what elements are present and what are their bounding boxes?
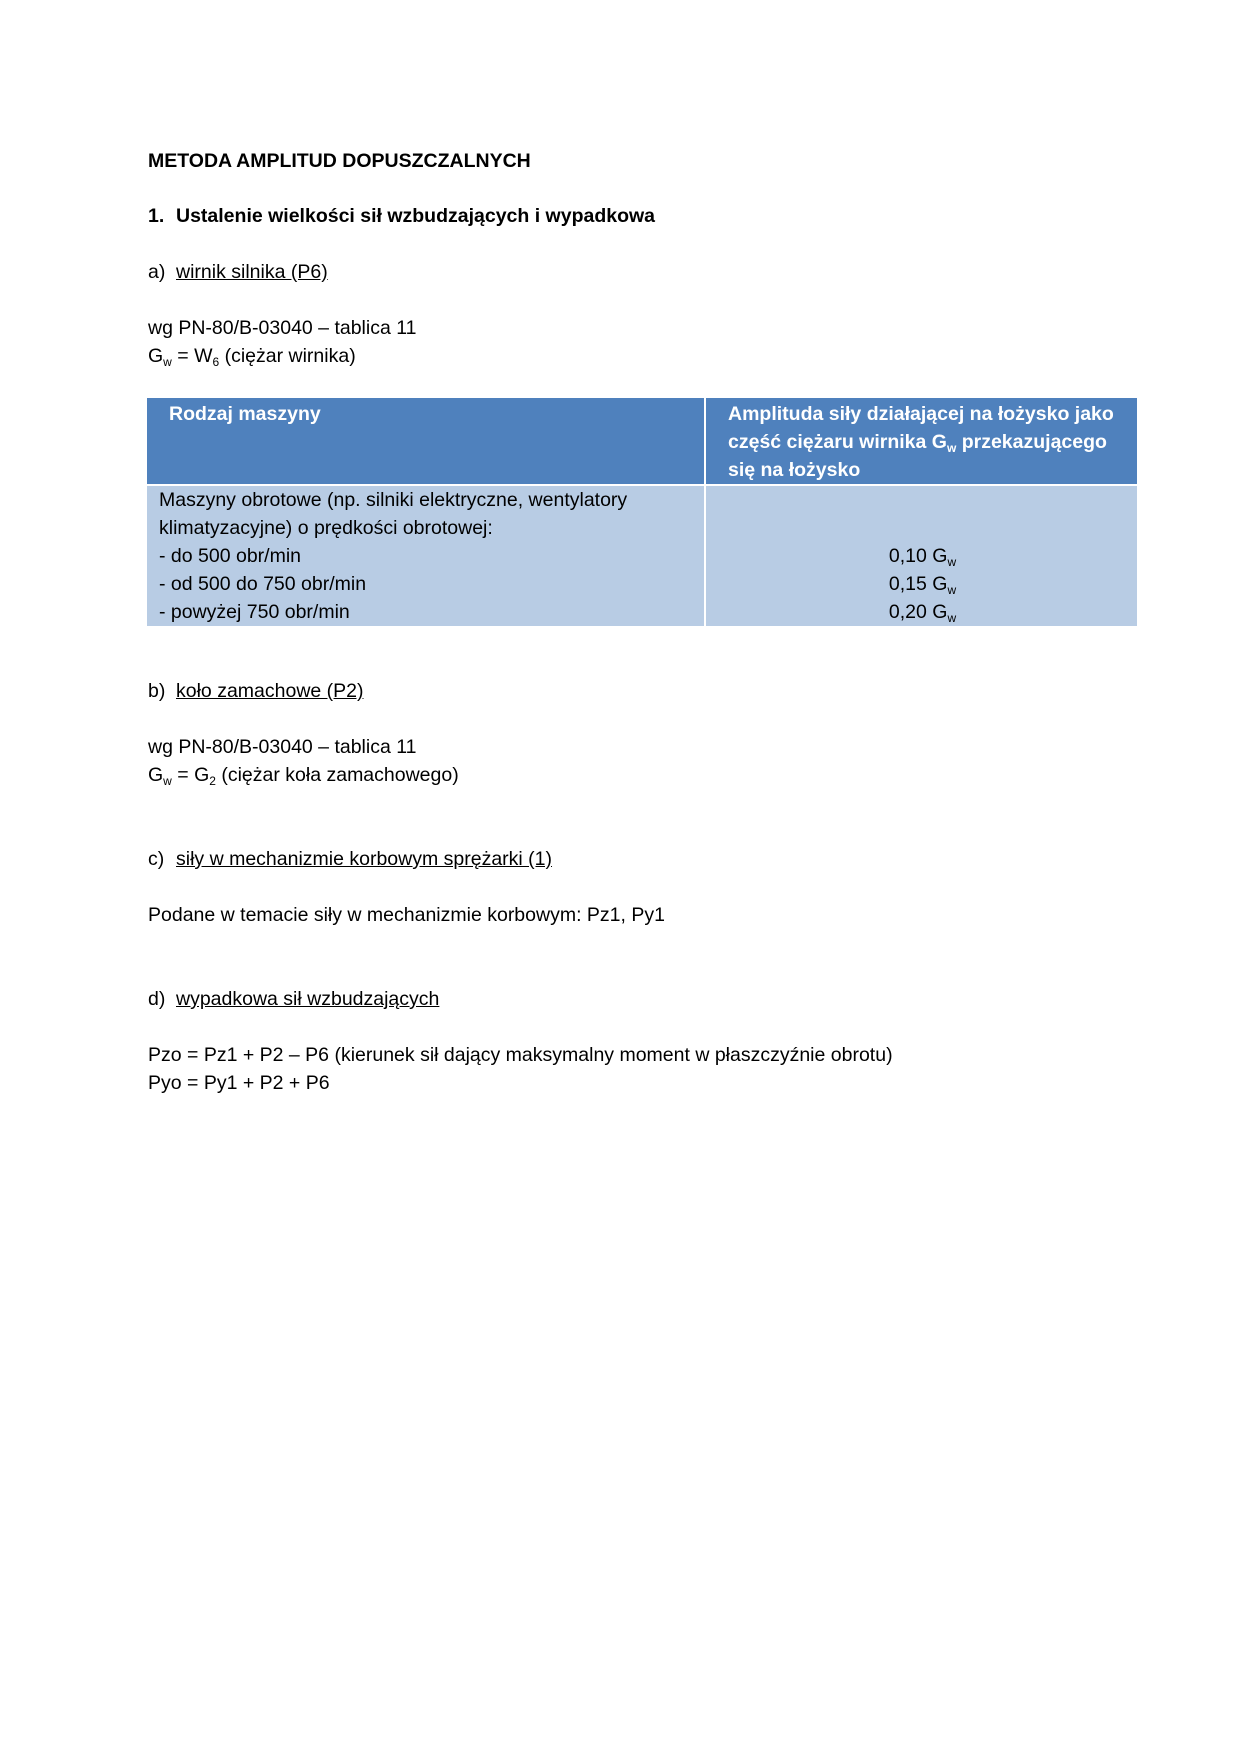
formula-rest: (ciężar koła zamachowego) bbox=[215, 764, 459, 786]
subsection-title: wypadkowa sił wzbudzających bbox=[176, 988, 440, 1010]
subsection-title: koło zamachowe (P2) bbox=[176, 680, 364, 702]
formula-rhs-subscript: 6 bbox=[212, 355, 220, 369]
row-description-line-2: klimatyzacyjne) o prędkości obrotowej: bbox=[159, 517, 493, 539]
amplitude-value-2 bbox=[718, 570, 1127, 598]
value-text: 0,20 G bbox=[888, 601, 948, 623]
table-cell-machine-description bbox=[147, 485, 705, 626]
subsection-title: siły w mechanizmie korbowym sprężarki (1) bbox=[176, 848, 553, 870]
table-cell-amplitude-values bbox=[705, 485, 1137, 626]
equation-pyo: Pyo = Py1 + P2 + P6 bbox=[148, 1072, 330, 1094]
table-header-row bbox=[147, 398, 1137, 485]
speed-range-1: - do 500 obr/min bbox=[159, 545, 301, 567]
subsection-title: wirnik silnika (P6) bbox=[176, 261, 328, 283]
speed-range-2: - od 500 do 750 obr/min bbox=[159, 573, 367, 595]
formula-lhs: G bbox=[148, 345, 164, 367]
section-title: Ustalenie wielkości sił wzbudzających i wypadkowa bbox=[176, 205, 656, 227]
formula-eq: = W bbox=[171, 345, 213, 367]
table-row bbox=[147, 485, 1137, 626]
section-1-heading bbox=[148, 202, 655, 230]
value-text: 0,10 G bbox=[888, 545, 948, 567]
formula-rest: (ciężar wirnika) bbox=[219, 345, 356, 367]
speed-range-3: - powyżej 750 obr/min bbox=[159, 601, 350, 623]
subsection-label: a) bbox=[148, 261, 166, 283]
section-number: 1. bbox=[148, 205, 165, 227]
subsection-c-text: Podane w temacie siły w mechanizmie korbowym: Pz1, Py1 bbox=[148, 904, 665, 926]
formula-eq: = G bbox=[171, 764, 210, 786]
amplitude-table bbox=[147, 398, 1137, 626]
formula-lhs-subscript: w bbox=[163, 774, 172, 788]
subsection-label: d) bbox=[148, 988, 166, 1010]
subsection-a-formula bbox=[148, 342, 356, 370]
subsection-b-reference: wg PN-80/B-03040 – tablica 11 bbox=[148, 736, 417, 758]
formula-lhs: G bbox=[148, 764, 164, 786]
amplitude-value-1 bbox=[718, 542, 1127, 570]
amplitude-value-3 bbox=[718, 598, 1127, 626]
value-subscript: w bbox=[947, 583, 957, 597]
subsection-b-heading bbox=[148, 677, 364, 705]
subsection-c-heading bbox=[148, 845, 552, 873]
subsection-a-heading bbox=[148, 258, 328, 286]
formula-rhs-subscript: 2 bbox=[209, 774, 216, 788]
header-text-1: Amplituda siły działającej na łożysko jako część ciężaru wirnika G bbox=[728, 403, 1114, 453]
equation-pzo: Pzo = Pz1 + P2 – P6 (kierunek sił dający maksymalny moment w płaszczyźnie obrotu) bbox=[148, 1044, 893, 1066]
table-header-machine-type: Rodzaj maszyny bbox=[147, 398, 705, 485]
value-subscript: w bbox=[947, 555, 957, 569]
subsection-b-formula bbox=[148, 761, 459, 789]
header-text-2: przekazującego się na łożysko bbox=[728, 431, 1107, 481]
value-subscript: w bbox=[947, 611, 957, 625]
subsection-label: c) bbox=[148, 848, 165, 870]
value-text: 0,15 G bbox=[888, 573, 948, 595]
row-description-line-1: Maszyny obrotowe (np. silniki elektryczne, wentylatory bbox=[159, 489, 628, 511]
subsection-label: b) bbox=[148, 680, 166, 702]
header-subscript: w bbox=[946, 441, 957, 455]
table-header-amplitude bbox=[705, 398, 1137, 485]
subsection-d-heading bbox=[148, 985, 439, 1013]
subsection-a-reference: wg PN-80/B-03040 – tablica 11 bbox=[148, 317, 417, 339]
document-title: METODA AMPLITUD DOPUSZCZALNYCH bbox=[148, 150, 531, 172]
formula-lhs-subscript: w bbox=[163, 355, 172, 369]
